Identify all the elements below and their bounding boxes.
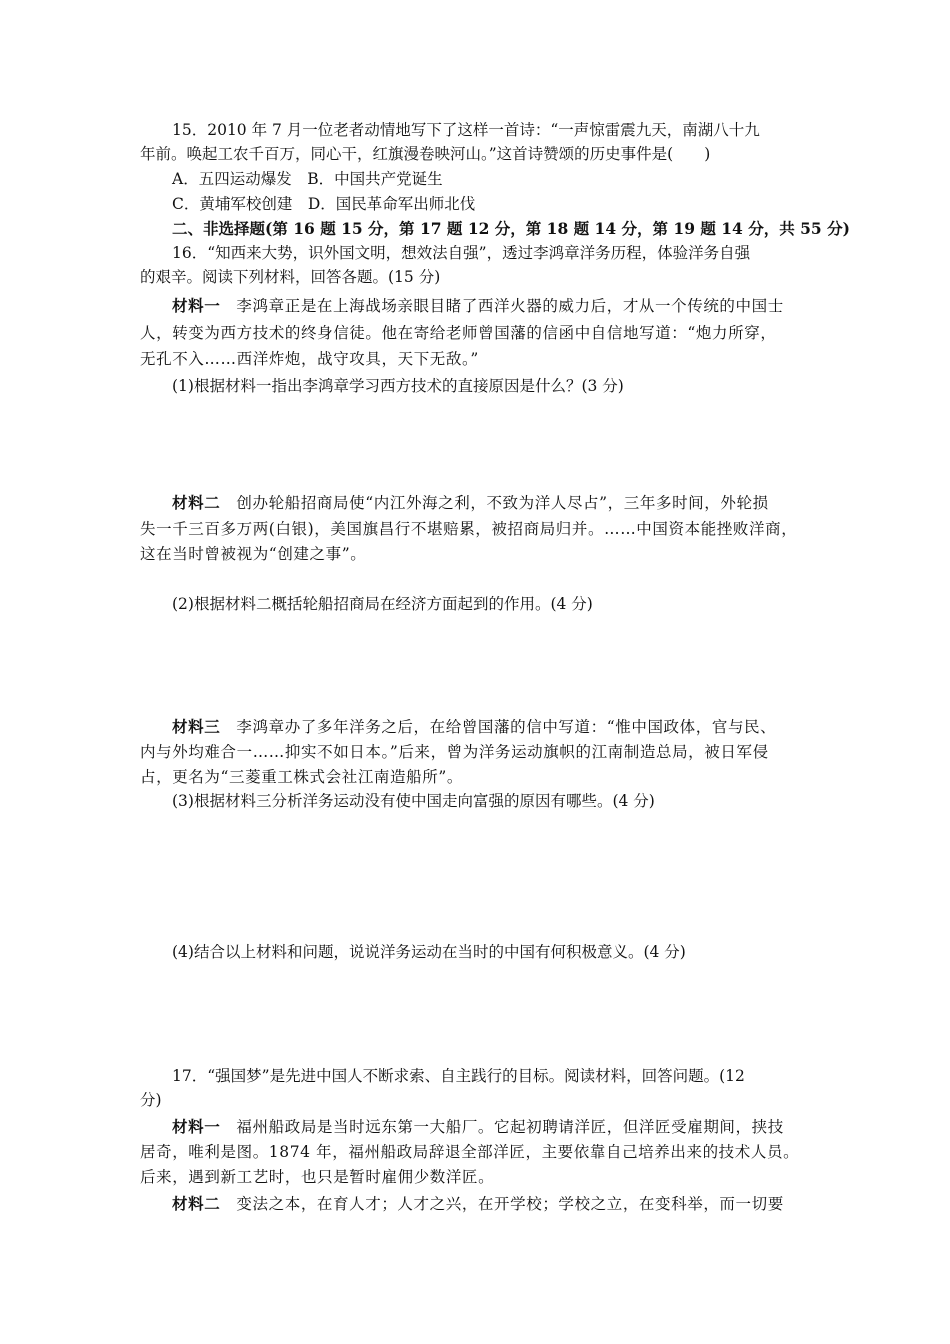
q15-options-ab: A．五四运动爆发 B．中国共产党诞生 [172,170,443,188]
q17-material1-line1 [140,1115,784,1139]
material-text: 变法之本，在育人才；人才之兴，在开学校；学校之立，在变科举，而一切要 [236,1195,784,1213]
q17-material1-line3: 后来，遇到新工艺时，也只是暂时雇佣少数洋匠。 [140,1168,495,1186]
q17-material2-line1 [140,1192,784,1216]
q16-question2: (2)根据材料二概括轮船招商局在经济方面起到的作用。(4 分) [172,595,593,613]
material-text: 李鸿章办了多年洋务之后，在给曾国藩的信中写道：“惟中国政体，官与民、 [236,718,777,736]
material-text: 李鸿章正是在上海战场亲眼目睹了西洋火器的威力后，才从一个传统的中国士 [236,297,784,315]
q15-stem-line1: 15．2010 年 7 月一位老者动情地写下了这样一首诗：“一声惊雷震九天，南湖八十九 [172,121,760,139]
q17-stem-line2: 分) [140,1091,162,1109]
q17-material1-line2: 居奇，唯利是图。1874 年，福州船政局辞退全部洋匠，主要依靠自己培养出来的技术人员。 [140,1143,800,1161]
material-label: 材料二 [172,1194,221,1213]
q15-stem-line2: 年前。唤起工农千百万，同心干，红旗漫卷映河山。”这首诗赞颂的历史事件是( ) [140,145,711,163]
q16-material3-line2: 内与外均难合一……抑实不如日本。”后来，曾为洋务运动旗帜的江南制造总局，被日军侵 [140,743,769,761]
q16-material1-line2: 人，转变为西方技术的终身信徒。他在寄给老师曾国藩的信函中自信地写道：“炮力所穿， [140,324,777,342]
q16-question3: (3)根据材料三分析洋务运动没有使中国走向富强的原因有哪些。(4 分) [172,792,655,810]
material-text: 福州船政局是当时远东第一大船厂。它起初聘请洋匠，但洋匠受雇期间，挟技 [236,1118,784,1136]
q16-stem-line1: 16．“知西来大势，识外国文明，想效法自强”，透过李鸿章洋务历程，体验洋务自强 [172,244,751,262]
q16-material2-line3: 这在当时曾被视为“创建之事”。 [140,545,367,563]
section-title: 二、非选择题(第 16 题 15 分，第 17 题 12 分，第 18 题 14 分，第 19 题 14 分，共 55 分) [172,219,850,238]
q16-material1-line3: 无孔不入……西洋炸炮，战守攻具，天下无敌。” [140,350,479,368]
q16-question1: (1)根据材料一指出李鸿章学习西方技术的直接原因是什么？(3 分) [172,377,624,395]
q16-stem-line2: 的艰辛。阅读下列材料，回答各题。(15 分) [140,268,441,286]
q15-options-cd: C．黄埔军校创建 D．国民革命军出师北伐 [172,195,476,213]
q17-stem-line1: 17．“强国梦”是先进中国人不断求索、自主践行的目标。阅读材料，回答问题。(12 [172,1067,745,1085]
material-text: 创办轮船招商局使“内江外海之利，不致为洋人尽占”，三年多时间，外轮损 [236,494,769,512]
material-label: 材料一 [172,1117,221,1136]
material-label: 材料一 [172,296,221,315]
q16-material2-line1 [140,491,769,515]
q16-question4: (4)结合以上材料和问题，说说洋务运动在当时的中国有何积极意义。(4 分) [172,943,686,961]
material-label: 材料三 [172,717,221,736]
q16-material3-line3: 占，更名为“三菱重工株式会社江南造船所”。 [140,768,463,786]
material-label: 材料二 [172,493,221,512]
q16-material3-line1 [140,715,776,739]
q16-material2-line2: 失一千三百多万两(白银)，美国旗昌行不堪赔累，被招商局归并。……中国资本能挫败洋商， [140,520,798,538]
q16-material1-line1 [140,294,784,318]
